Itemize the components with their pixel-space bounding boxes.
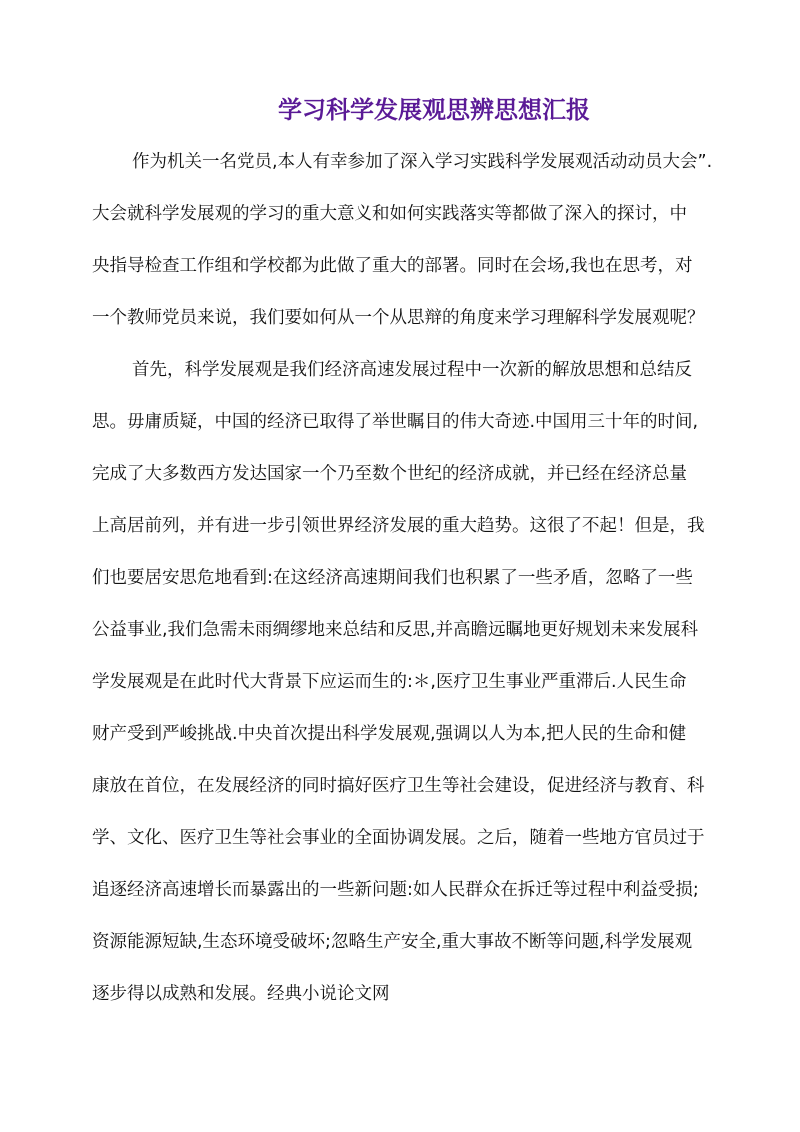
paragraph-line: 央指导检查工作组和学校都为此做了重大的部署。同时在会场,我也在思考，对	[92, 256, 693, 276]
paragraph-line: 康放在首位，在发展经济的同时搞好医疗卫生等社会建设，促进经济与教育、科	[92, 776, 705, 796]
paragraph-line: 公益事业,我们急需未雨绸缪地来总结和反思,并高瞻远瞩地更好规划未来发展科	[92, 620, 699, 640]
paragraph-line: 学发展观是在此时代大背景下应运而生的:＊,医疗卫生事业严重滞后.人民生命	[92, 672, 687, 692]
paragraph-line: 完成了大多数西方发达国家一个乃至数个世纪的经济成就，并已经在经济总量	[92, 464, 687, 484]
paragraph-line: 大会就科学发展观的学习的重大意义和如何实践落实等都做了深入的探讨，中	[92, 204, 687, 224]
document-title: 学习科学发展观思辨思想汇报	[278, 96, 590, 124]
paragraph-line: 逐步得以成熟和发展。经典小说论文网	[92, 984, 390, 1004]
paragraph-line: 思。毋庸质疑，中国的经济已取得了举世瞩目的伟大奇迹.中国用三十年的时间,	[92, 412, 699, 432]
paragraph-line: 学、文化、医疗卫生等社会事业的全面协调发展。之后，随着一些地方官员过于	[92, 828, 705, 848]
paragraph-line: 作为机关一名党员,本人有幸参加了深入学习实践科学发展观活动动员大会”.	[132, 152, 713, 172]
paragraph-line: 们也要居安思危地看到:在这经济高速期间我们也积累了一些矛盾，忽略了一些	[92, 568, 693, 588]
paragraph-line: 上高居前列，并有进一步引领世界经济发展的重大趋势。这很了不起！但是，我	[92, 516, 705, 536]
paragraph-line: 追逐经济高速增长而暴露出的一些新问题:如人民群众在拆迁等过程中利益受损;	[92, 880, 699, 900]
paragraph-line: 资源能源短缺,生态环境受破坏;忽略生产安全,重大事故不断等问题,科学发展观	[92, 932, 693, 952]
paragraph-line: 财产受到严峻挑战.中央首次提出科学发展观,强调以人为本,把人民的生命和健	[92, 724, 687, 744]
paragraph-line: 首先，科学发展观是我们经济高速发展过程中一次新的解放思想和总结反	[132, 360, 692, 380]
paragraph-line: 一个教师党员来说，我们要如何从一个从思辩的角度来学习理解科学发展观呢？	[92, 308, 705, 328]
